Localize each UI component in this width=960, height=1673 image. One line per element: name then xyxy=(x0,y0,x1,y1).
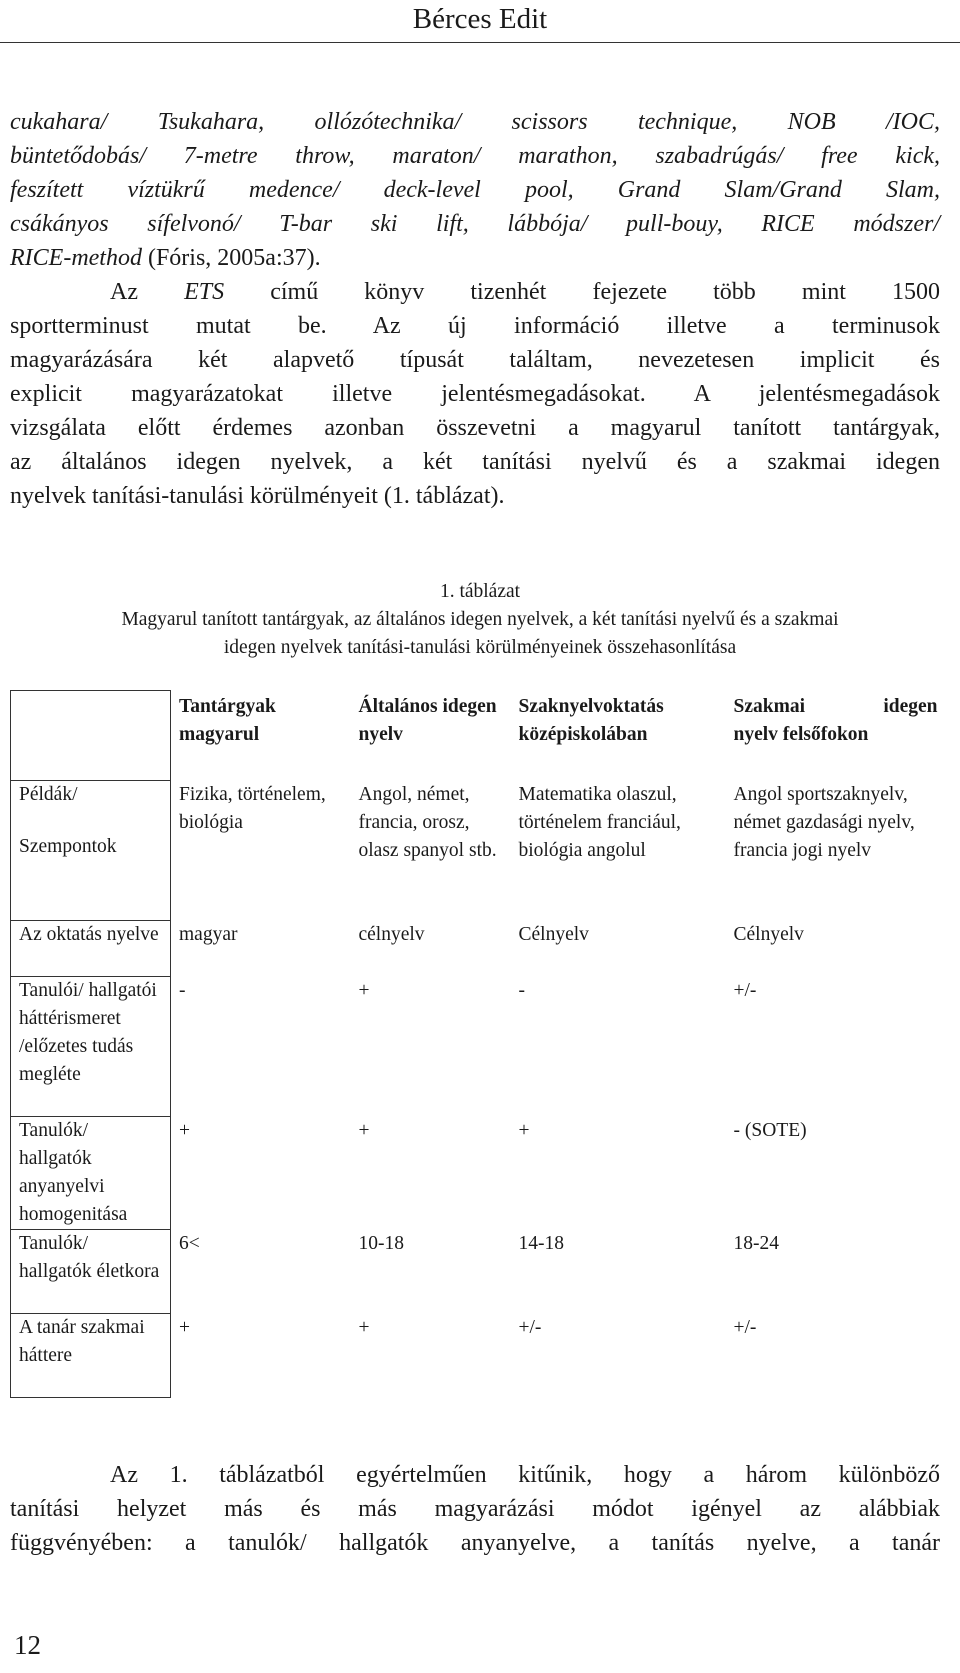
paragraph-line: az általános idegen nyelvek, a két tanítási nyelvű és a szakmai idegen xyxy=(10,449,940,475)
table-cell: magyar xyxy=(179,923,238,945)
table-cell: + xyxy=(358,1316,370,1338)
paragraph-line: Az ETS című könyv tizenhét fejezete több mint 1500 xyxy=(110,279,941,305)
table-corner-cell xyxy=(11,691,171,781)
running-header xyxy=(0,0,960,43)
column-header-line: Szakmai idegen xyxy=(733,695,938,717)
paragraph-line: csákányos sífelvonó/ T-bar ski lift, lábbója/ pull-bouy, RICE módszer/ xyxy=(10,211,940,237)
column-header: Szaknyelvoktatás középiskolában xyxy=(518,695,664,745)
paragraph-line: tanítási helyzet más és más magyarázási módot igényel az alábbiak xyxy=(10,1496,940,1522)
table-cell: 10-18 xyxy=(358,1232,404,1254)
table-cell: Fizika, történelem, biológia xyxy=(179,783,326,833)
body-paragraph xyxy=(10,1458,940,1560)
row-header: Az oktatás nyelve xyxy=(11,921,171,977)
paragraph-line: explicit magyarázatokat illetve jelentésmegadásokat. A jelentésmegadások xyxy=(10,381,940,407)
table-cell: + xyxy=(179,1316,190,1338)
row-header: A tanár szakmai háttere xyxy=(11,1314,171,1398)
table-row xyxy=(11,1314,946,1398)
table-row xyxy=(11,781,946,921)
paragraph-line: magyarázására két alapvető típusát találtam, nevezetesen implicit és xyxy=(10,347,940,373)
table-header-row xyxy=(11,691,946,781)
paragraph-line: feszített víztükrű medence/ deck-level pool, Grand Slam/Grand Slam, xyxy=(10,177,940,203)
paragraph-line: sportterminust mutat be. Az új információ illetve a terminusok xyxy=(10,313,940,339)
table-cell: Célnyelv xyxy=(733,923,804,945)
header-title: Bérces Edit xyxy=(412,3,548,35)
table-row xyxy=(11,1230,946,1314)
row-header: Tanulók/ hallgatók anyanyelvi homogenitása xyxy=(11,1117,171,1230)
table-cell: - xyxy=(518,979,525,1001)
table-cell: + xyxy=(358,979,370,1001)
row-header: Tanulók/ hallgatók életkora xyxy=(11,1230,171,1314)
table-number: 1. táblázat xyxy=(439,581,521,602)
table-cell: +/- xyxy=(733,1316,757,1338)
comparison-table xyxy=(10,690,946,1398)
paragraph-line: nyelvek tanítási-tanulási körülményeit (1. táblázat). xyxy=(10,483,505,509)
table-row xyxy=(11,921,946,977)
paragraph-line: büntetődobás/ 7-metre throw, maraton/ marathon, szabadrúgás/ free kick, xyxy=(10,143,940,169)
row-header: Példák/ Szempontok xyxy=(11,781,171,921)
table-cell: +/- xyxy=(733,979,757,1001)
row-header: Tanulói/ hallgatói háttérismeret /előzetes tudás megléte xyxy=(11,977,171,1117)
column-header xyxy=(726,691,946,781)
table-cell: - (SOTE) xyxy=(733,1119,807,1141)
paragraph-line: Az 1. táblázatból egyértelműen kitűnik, hogy a három különböző xyxy=(110,1462,940,1488)
table-cell: 6< xyxy=(179,1232,200,1254)
paragraph-line: RICE-method (Fóris, 2005a:37). xyxy=(10,245,321,271)
paragraph-line: vizsgálata előtt érdemes azonban összevetni a magyarul tanított tantárgyak, xyxy=(10,415,940,441)
column-header-line: nyelv felsőfokon xyxy=(733,723,869,745)
table-title-line: Magyarul tanított tantárgyak, az általános idegen nyelvek, a két tanítási nyelvű és a szakmai xyxy=(121,609,839,630)
table-cell: Angol, német, francia, orosz, olasz spanyol stb. xyxy=(358,783,497,861)
paragraph-line: cukahara/ Tsukahara, ollózótechnika/ scissors technique, NOB /IOC, xyxy=(10,109,940,135)
table-cell: + xyxy=(358,1119,370,1141)
term-list-paragraph xyxy=(10,105,940,275)
table-cell: Angol sportszaknyelv, német gazdasági nyelv, francia jogi nyelv xyxy=(733,783,915,861)
column-header: Általános idegen nyelv xyxy=(358,695,497,745)
table-row xyxy=(11,977,946,1117)
table-cell: - xyxy=(179,979,186,1001)
body-paragraph xyxy=(10,275,940,513)
column-header: Tantárgyak magyarul xyxy=(179,695,276,745)
table-cell: Matematika olaszul, történelem franciául, biológia angolul xyxy=(518,783,681,861)
table-row xyxy=(11,1117,946,1230)
table-cell: + xyxy=(179,1119,190,1141)
paragraph-line: függvényében: a tanulók/ hallgatók anyanyelve, a tanítás nyelve, a tanár xyxy=(10,1530,940,1556)
table-cell: Célnyelv xyxy=(518,923,589,945)
table-title-line: idegen nyelvek tanítási-tanulási körülményeinek összehasonlítása xyxy=(223,637,737,658)
table-cell: + xyxy=(518,1119,530,1141)
table-cell: 18-24 xyxy=(733,1232,779,1254)
table-cell: 14-18 xyxy=(518,1232,564,1254)
table-cell: célnyelv xyxy=(358,923,425,945)
table-cell: +/- xyxy=(518,1316,542,1338)
page-number: 12 xyxy=(14,1630,41,1660)
